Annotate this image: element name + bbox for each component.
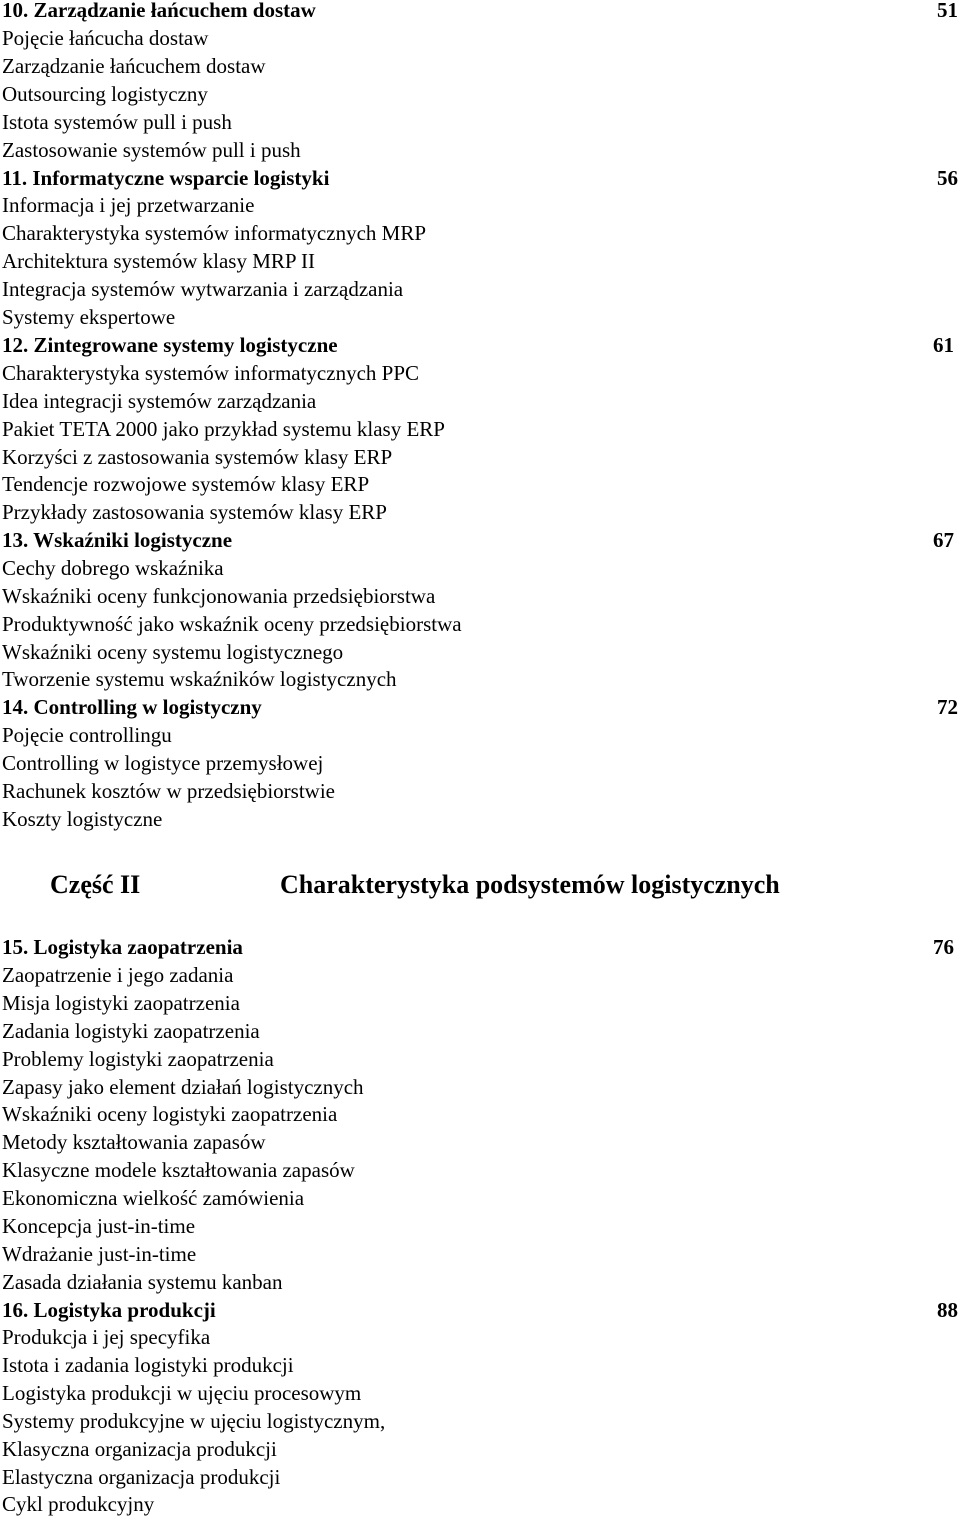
toc-item: Architektura systemów klasy MRP II — [2, 249, 316, 273]
toc-item: Istota i zadania logistyki produkcji — [2, 1353, 294, 1377]
chapter-15-page: 76 — [933, 935, 954, 959]
toc-item: Istota systemów pull i push — [2, 110, 232, 134]
toc-item: Rachunek kosztów w przedsiębiorstwie — [2, 779, 335, 803]
toc-item: Korzyści z zastosowania systemów klasy ERP — [2, 445, 393, 469]
toc-item: Produkcja i jej specyfika — [2, 1325, 211, 1349]
toc-item: Klasyczne modele kształtowania zapasów — [2, 1158, 355, 1182]
part-title: Charakterystyka podsystemów logistycznych — [280, 870, 780, 899]
chapter-13-page: 67 — [933, 528, 954, 552]
toc-item: Pojęcie łańcucha dostaw — [2, 26, 209, 50]
toc-item: Integracja systemów wytwarzania i zarządzania — [2, 277, 404, 301]
toc-item: Cykl produkcyjny — [2, 1492, 155, 1516]
chapter-11-title: 11. Informatyczne wsparcie logistyki — [2, 166, 330, 190]
toc-item: Przykłady zastosowania systemów klasy ERP — [2, 500, 387, 524]
toc-item: Produktywność jako wskaźnik oceny przedsiębiorstwa — [2, 612, 462, 636]
toc-item: Zapasy jako element działań logistycznych — [2, 1075, 364, 1099]
toc-item: Metody kształtowania zapasów — [2, 1130, 266, 1154]
toc-item: Systemy ekspertowe — [2, 305, 176, 329]
toc-item: Charakterystyka systemów informatycznych PPC — [2, 361, 420, 385]
toc-item: Tworzenie systemu wskaźników logistycznych — [2, 667, 397, 691]
toc-item: Koszty logistyczne — [2, 807, 163, 831]
chapter-15-title: 15. Logistyka zaopatrzenia — [2, 935, 243, 959]
toc-item: Klasyczna organizacja produkcji — [2, 1437, 277, 1461]
toc-item: Wskaźniki oceny funkcjonowania przedsiębiorstwa — [2, 584, 436, 608]
toc-item: Pakiet TETA 2000 jako przykład systemu klasy ERP — [2, 417, 445, 441]
chapter-10-page: 51 — [937, 0, 958, 22]
toc-item: Cechy dobrego wskaźnika — [2, 556, 224, 580]
toc-item: Pojęcie controllingu — [2, 723, 172, 747]
toc-item: Wskaźniki oceny systemu logistycznego — [2, 640, 344, 664]
part-label: Część II — [50, 870, 141, 899]
toc-item: Wdrażanie just-in-time — [2, 1242, 197, 1266]
chapter-16-title: 16. Logistyka produkcji — [2, 1298, 216, 1322]
toc-item: Misja logistyki zaopatrzenia — [2, 991, 240, 1015]
toc-item: Idea integracji systemów zarządzania — [2, 389, 317, 413]
toc-item: Systemy produkcyjne w ujęciu logistycznym, — [2, 1409, 386, 1433]
toc-item: Charakterystyka systemów informatycznych MRP — [2, 221, 426, 245]
toc-item: Outsourcing logistyczny — [2, 82, 208, 106]
toc-item: Tendencje rozwojowe systemów klasy ERP — [2, 472, 370, 496]
chapter-11-page: 56 — [937, 166, 958, 190]
toc-item: Zastosowanie systemów pull i push — [2, 138, 301, 162]
toc-item: Zarządzanie łańcuchem dostaw — [2, 54, 266, 78]
chapter-10-title: 10. Zarządzanie łańcuchem dostaw — [2, 0, 316, 22]
chapter-16-page: 88 — [937, 1298, 958, 1322]
toc-item: Wskaźniki oceny logistyki zaopatrzenia — [2, 1102, 338, 1126]
chapter-12-page: 61 — [933, 333, 954, 357]
toc-item: Ekonomiczna wielkość zamówienia — [2, 1186, 305, 1210]
chapter-14-title: 14. Controlling w logistyczny — [2, 695, 262, 719]
toc-item: Controlling w logistyce przemysłowej — [2, 751, 324, 775]
chapter-14-page: 72 — [937, 695, 958, 719]
toc-item: Zasada działania systemu kanban — [2, 1270, 283, 1294]
toc-item: Zaopatrzenie i jego zadania — [2, 963, 234, 987]
chapter-13-title: 13. Wskaźniki logistyczne — [2, 528, 233, 552]
toc-item: Elastyczna organizacja produkcji — [2, 1465, 281, 1489]
toc-item: Zadania logistyki zaopatrzenia — [2, 1019, 260, 1043]
toc-item: Koncepcja just-in-time — [2, 1214, 196, 1238]
toc-item: Informacja i jej przetwarzanie — [2, 193, 255, 217]
toc-item: Problemy logistyki zaopatrzenia — [2, 1047, 274, 1071]
chapter-12-title: 12. Zintegrowane systemy logistyczne — [2, 333, 338, 357]
toc-item: Logistyka produkcji w ujęciu procesowym — [2, 1381, 362, 1405]
